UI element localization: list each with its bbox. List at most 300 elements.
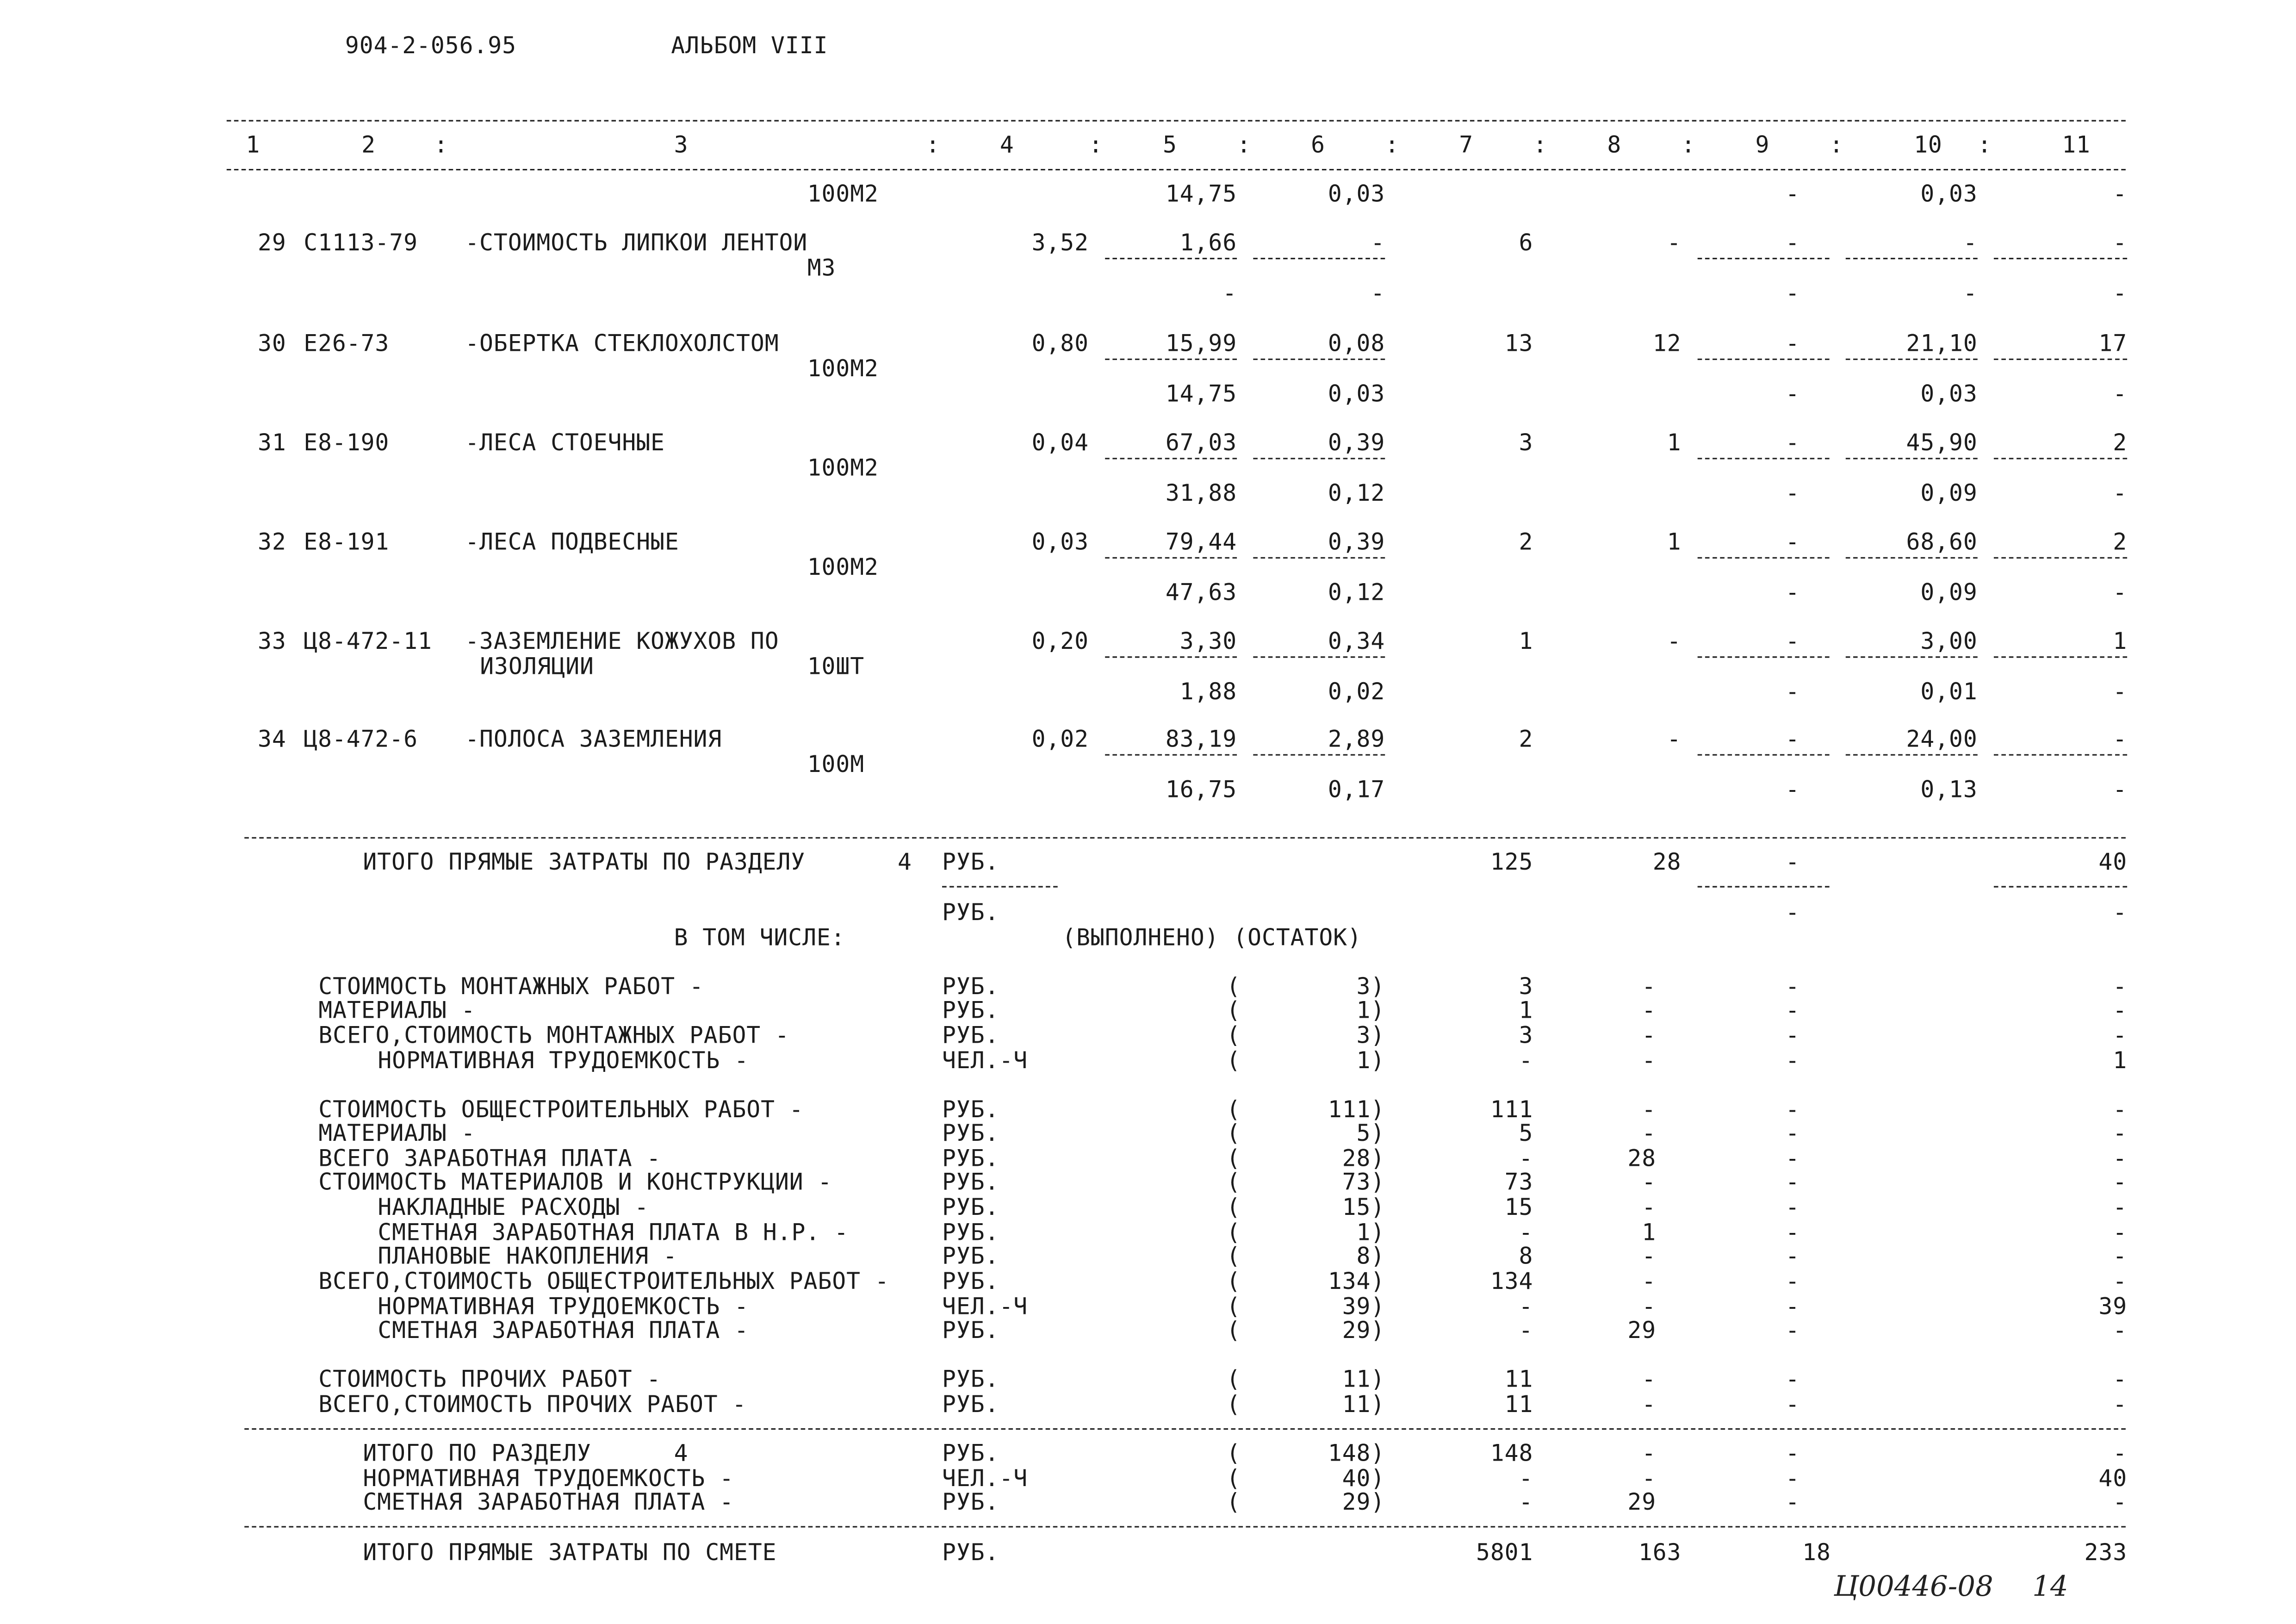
item-unit: 100М2 xyxy=(807,355,879,382)
breakdown-paren: ( xyxy=(1226,997,1241,1024)
cell-col-6: - xyxy=(1371,230,1385,256)
breakdown-col-9: - xyxy=(1785,1169,1800,1196)
breakdown-col-11: - xyxy=(2113,1096,2128,1123)
breakdown-col-9: - xyxy=(1785,997,1800,1024)
item-name: -СТОИМОСТЬ ЛИПКОИ ЛЕНТОИ xyxy=(465,230,808,256)
cell-col-11-lower: - xyxy=(2113,380,2128,408)
cell-dash xyxy=(1105,258,1237,259)
handwritten-page-number: 14 xyxy=(2032,1570,2068,1603)
cell-col-8: - xyxy=(1667,726,1682,753)
section-sum-col-8: - xyxy=(1642,1440,1657,1467)
cell-col-7: 1 xyxy=(1519,628,1533,655)
cell-col-6: 2,89 xyxy=(1328,726,1385,753)
cell-col-5: 1,66 xyxy=(1179,230,1237,256)
breakdown-label: СТОИМОСТЬ ОБЩЕСТРОИТЕЛЬНЫХ РАБОТ - xyxy=(318,1096,804,1123)
cell-dash xyxy=(1253,557,1385,559)
cell-col-5-lower: - xyxy=(1222,280,1237,307)
cell-col-6-lower: 0,12 xyxy=(1328,480,1385,507)
item-number: 30 xyxy=(258,330,286,357)
cell-dash xyxy=(1846,557,1978,559)
breakdown-unit: РУБ. xyxy=(942,997,999,1024)
cell-col-9: - xyxy=(1785,726,1800,753)
breakdown-col-7: 134 xyxy=(1490,1268,1533,1295)
column-number-7: 7 xyxy=(1459,131,1474,159)
column-divider: : xyxy=(1385,131,1400,159)
item-code: E26-73 xyxy=(304,330,390,357)
section-total-unit-2: РУБ. xyxy=(942,899,999,926)
item-number: 33 xyxy=(258,628,286,655)
breakdown-paren: ( xyxy=(1226,1268,1241,1295)
section-total-col-7: 125 xyxy=(1490,849,1533,876)
cell-col-7: 3 xyxy=(1519,429,1533,457)
breakdown-col-11: - xyxy=(2113,1169,2128,1196)
breakdown-paren: ( xyxy=(1226,1219,1241,1246)
column-divider: : xyxy=(1681,131,1696,159)
item-name-continued: ИЗОЛЯЦИИ xyxy=(480,653,594,680)
cell-dash xyxy=(1698,458,1830,459)
column-divider: : xyxy=(1533,131,1548,159)
cell-dash xyxy=(1994,656,2127,658)
grand-total-rule xyxy=(244,1526,2126,1527)
breakdown-unit: РУБ. xyxy=(942,1194,999,1221)
breakdown-col-7: 73 xyxy=(1504,1169,1533,1196)
cell-col-10: 24,00 xyxy=(1906,726,1978,753)
column-divider: : xyxy=(434,131,448,159)
item-number: 31 xyxy=(258,429,286,457)
breakdown-done-value: 1) xyxy=(1356,997,1385,1024)
section-sum-col-9: - xyxy=(1785,1440,1800,1467)
section-total-unit: РУБ. xyxy=(942,849,999,876)
item-name: -ЛЕСА ПОДВЕСНЫЕ xyxy=(465,529,679,556)
section-total-label: ИТОГО ПРЯМЫЕ ЗАТРАТЫ ПО РАЗДЕЛУ xyxy=(363,849,806,876)
breakdown-done-value: 3) xyxy=(1356,1022,1385,1049)
breakdown-col-11: - xyxy=(2113,1219,2128,1246)
column-number-1: 1 xyxy=(246,131,261,159)
breakdown-col-8: - xyxy=(1642,1022,1657,1049)
item-unit: 100М2 xyxy=(807,554,879,581)
column-number-8: 8 xyxy=(1607,131,1622,159)
breakdown-col-11: - xyxy=(2113,1268,2128,1295)
breakdown-col-7: 111 xyxy=(1490,1096,1533,1123)
cell-col-5-lower: 14,75 xyxy=(1165,380,1237,408)
cell-col-5: 67,03 xyxy=(1165,429,1237,457)
section-sum-col-7: - xyxy=(1519,1489,1533,1516)
breakdown-label: ВСЕГО,СТОИМОСТЬ МОНТАЖНЫХ РАБОТ - xyxy=(318,1022,789,1049)
breakdown-col-7: 11 xyxy=(1504,1391,1533,1418)
item-code: C1113-79 xyxy=(304,230,418,256)
breakdown-col-7: 11 xyxy=(1504,1366,1533,1393)
breakdown-unit: РУБ. xyxy=(942,1366,999,1393)
breakdown-col-8: 28 xyxy=(1627,1145,1657,1172)
cell-dash xyxy=(1698,258,1830,259)
breakdown-unit: РУБ. xyxy=(942,1268,999,1295)
breakdown-col-8: - xyxy=(1642,1366,1657,1393)
cell-dash xyxy=(1994,258,2127,259)
breakdown-label: НАКЛАДНЫЕ РАСХОДЫ - xyxy=(378,1194,649,1221)
cell-col-11: - xyxy=(2113,726,2128,753)
breakdown-unit: ЧЕЛ.-Ч xyxy=(942,1293,1028,1320)
breakdown-col-9: - xyxy=(1785,1022,1800,1049)
item-name: -ОБЕРТКА СТЕКЛОХОЛСТОМ xyxy=(465,330,779,357)
cell-dash xyxy=(1698,359,1830,360)
cell-col-4: 0,02 xyxy=(1031,726,1089,753)
cell-col-8: 12 xyxy=(1652,330,1682,357)
breakdown-done-value: 1) xyxy=(1356,1047,1385,1074)
cell-dash xyxy=(1253,258,1385,259)
breakdown-label: СМЕТНАЯ ЗАРАБОТНАЯ ПЛАТА - xyxy=(378,1317,749,1344)
section-sum-col-7: - xyxy=(1519,1465,1533,1492)
item-unit: 10ШТ xyxy=(807,653,865,680)
including-label: В ТОМ ЧИСЛЕ: xyxy=(674,924,845,952)
cell-col-9-lower: - xyxy=(1785,579,1800,606)
breakdown-col-8: - xyxy=(1642,1391,1657,1418)
breakdown-unit: РУБ. xyxy=(942,1219,999,1246)
cell-col-11: 1 xyxy=(2113,628,2128,655)
cell-col-7: 2 xyxy=(1519,529,1533,556)
cell-col-6: 0,34 xyxy=(1328,628,1385,655)
cell-col-6: 0,08 xyxy=(1328,330,1385,357)
section-sum-col-11: 40 xyxy=(2098,1465,2128,1492)
breakdown-paren: ( xyxy=(1226,973,1241,1000)
cell-dash xyxy=(1994,359,2127,360)
item-number: 29 xyxy=(258,230,286,256)
cell-col-8: 1 xyxy=(1667,529,1682,556)
breakdown-done-value: 8) xyxy=(1356,1243,1385,1270)
header-top-rule xyxy=(227,120,2126,121)
cell-col-5: 79,44 xyxy=(1165,529,1237,556)
item-code: Ц8-472-11 xyxy=(304,628,432,655)
breakdown-done-value: 11) xyxy=(1342,1391,1385,1418)
breakdown-col-9: - xyxy=(1785,1219,1800,1246)
breakdown-col-11: - xyxy=(2113,1317,2128,1344)
section-sum-rule xyxy=(244,1428,2126,1430)
cell-col-5-lower: 16,75 xyxy=(1165,776,1237,803)
breakdown-label: ВСЕГО,СТОИМОСТЬ ПРОЧИХ РАБОТ - xyxy=(318,1391,747,1418)
breakdown-col-11: - xyxy=(2113,997,2128,1024)
breakdown-col-11: - xyxy=(2113,1145,2128,1172)
breakdown-unit: РУБ. xyxy=(942,1022,999,1049)
breakdown-col-9: - xyxy=(1785,1366,1800,1393)
cell-dash xyxy=(1698,886,1830,887)
breakdown-col-7: 15 xyxy=(1504,1194,1533,1221)
cell-dash xyxy=(1105,458,1237,459)
cell-col-6-lower: 0,12 xyxy=(1328,579,1385,606)
breakdown-col-8: - xyxy=(1642,1047,1657,1074)
breakdown-unit: РУБ. xyxy=(942,1317,999,1344)
cell-col-6-lower: 0,02 xyxy=(1328,678,1385,705)
column-number-5: 5 xyxy=(1163,131,1177,159)
breakdown-col-8: - xyxy=(1642,1194,1657,1221)
cell-col-4: 0,80 xyxy=(1031,330,1089,357)
breakdown-col-9: - xyxy=(1785,973,1800,1000)
section-sum-number: 4 xyxy=(674,1440,689,1467)
cell-col-6-lower: 0,03 xyxy=(1328,380,1385,408)
cell-dash xyxy=(1846,754,1978,755)
section-total-rule xyxy=(244,837,2126,839)
breakdown-unit: РУБ. xyxy=(942,1169,999,1196)
cell-col-11: 2 xyxy=(2113,529,2128,556)
breakdown-col-7: - xyxy=(1519,1317,1533,1344)
breakdown-paren: ( xyxy=(1226,1293,1241,1320)
cell-col-10: - xyxy=(1963,230,1978,256)
cell-col-9: - xyxy=(1785,628,1800,655)
item-name: -ПОЛОСА ЗАЗЕМЛЕНИЯ xyxy=(465,726,722,753)
breakdown-unit: РУБ. xyxy=(942,1391,999,1418)
column-divider: : xyxy=(1977,131,1992,159)
breakdown-done-value: 73) xyxy=(1342,1169,1385,1196)
cell-col-7: 13 xyxy=(1504,330,1533,357)
breakdown-label: ВСЕГО ЗАРАБОТНАЯ ПЛАТА - xyxy=(318,1145,661,1172)
item-number: 32 xyxy=(258,529,286,556)
cell-col-10-lower: 0,09 xyxy=(1920,579,1978,606)
breakdown-label: СТОИМОСТЬ ПРОЧИХ РАБОТ - xyxy=(318,1366,661,1393)
section-sum-unit: ЧЕЛ.-Ч xyxy=(942,1465,1028,1492)
section-sum-col-8: - xyxy=(1642,1465,1657,1492)
breakdown-col-11: 39 xyxy=(2098,1293,2128,1320)
breakdown-col-7: - xyxy=(1519,1219,1533,1246)
cell-dash xyxy=(942,886,1058,887)
section-sum-done-value: 40) xyxy=(1342,1465,1385,1492)
breakdown-paren: ( xyxy=(1226,1243,1241,1270)
cell-col-5: 15,99 xyxy=(1165,330,1237,357)
breakdown-done-value: 15) xyxy=(1342,1194,1385,1221)
breakdown-col-9: - xyxy=(1785,1293,1800,1320)
section-total-col-11: 40 xyxy=(2098,849,2128,876)
cell-col-10-lower: - xyxy=(1963,280,1978,307)
cell-col-4: 0,20 xyxy=(1031,628,1089,655)
breakdown-col-11: - xyxy=(2113,1366,2128,1393)
cell-col-10-lower: 0,01 xyxy=(1920,678,1978,705)
cell-col-9: - xyxy=(1785,429,1800,457)
grand-total-col-8: 163 xyxy=(1638,1539,1682,1566)
breakdown-done-value: 11) xyxy=(1342,1366,1385,1393)
breakdown-paren: ( xyxy=(1226,1145,1241,1172)
cell-col-10-lower: 0,13 xyxy=(1920,776,1978,803)
cell-dash xyxy=(1253,656,1385,658)
cell-col-5-lower: 1,88 xyxy=(1179,678,1237,705)
breakdown-col-9: - xyxy=(1785,1268,1800,1295)
cell-col-9-lower: - xyxy=(1785,776,1800,803)
cell-dash xyxy=(1698,656,1830,658)
section-sum-paren: ( xyxy=(1226,1489,1241,1516)
breakdown-col-9: - xyxy=(1785,1145,1800,1172)
breakdown-col-8: 29 xyxy=(1627,1317,1657,1344)
grand-total-col-7: 5801 xyxy=(1476,1539,1533,1566)
column-divider: : xyxy=(925,131,940,159)
cell-col-6-lower: 0,03 xyxy=(1328,180,1385,208)
cell-col-8: - xyxy=(1667,230,1682,256)
cell-col-9: - xyxy=(1785,230,1800,256)
cell-col-11-lower: - xyxy=(2113,678,2128,705)
cell-col-9-lower: - xyxy=(1785,380,1800,408)
column-divider: : xyxy=(1829,131,1844,159)
grand-total-col-9: 18 xyxy=(1802,1539,1831,1566)
album-title: АЛЬБОМ VIII xyxy=(671,32,828,60)
cell-col-9-lower: - xyxy=(1785,280,1800,307)
section-sum-col-11: - xyxy=(2113,1489,2128,1516)
cell-col-5-lower: 47,63 xyxy=(1165,579,1237,606)
cell-col-7: 2 xyxy=(1519,726,1533,753)
breakdown-col-11: 1 xyxy=(2113,1047,2128,1074)
breakdown-col-8: - xyxy=(1642,1096,1657,1123)
breakdown-col-7: 1 xyxy=(1519,997,1533,1024)
breakdown-paren: ( xyxy=(1226,1096,1241,1123)
breakdown-paren: ( xyxy=(1226,1317,1241,1344)
cell-col-10: 68,60 xyxy=(1906,529,1978,556)
cell-col-8: - xyxy=(1667,628,1682,655)
cell-col-5-lower: 31,88 xyxy=(1165,480,1237,507)
cell-col-9: - xyxy=(1785,330,1800,357)
breakdown-col-11: - xyxy=(2113,1194,2128,1221)
breakdown-col-8: - xyxy=(1642,973,1657,1000)
breakdown-col-8: - xyxy=(1642,997,1657,1024)
section-sum-paren: ( xyxy=(1226,1465,1241,1492)
section-sum-col-11: - xyxy=(2113,1440,2128,1467)
item-unit: 100М2 xyxy=(807,454,879,482)
cell-col-10-lower: 0,03 xyxy=(1920,380,1978,408)
cell-dash xyxy=(1698,557,1830,559)
breakdown-unit: РУБ. xyxy=(942,1243,999,1270)
cell-col-6: 0,39 xyxy=(1328,429,1385,457)
cell-dash xyxy=(1846,656,1978,658)
breakdown-col-8: - xyxy=(1642,1243,1657,1270)
section-sum-done-value: 29) xyxy=(1342,1489,1385,1516)
cell-col-9-lower: - xyxy=(1785,480,1800,507)
breakdown-label: ВСЕГО,СТОИМОСТЬ ОБЩЕСТРОИТЕЛЬНЫХ РАБОТ - xyxy=(318,1268,889,1295)
breakdown-col-9: - xyxy=(1785,1120,1800,1147)
item-number: 34 xyxy=(258,726,286,753)
breakdown-col-7: 5 xyxy=(1519,1120,1533,1147)
breakdown-done-value: 134) xyxy=(1328,1268,1385,1295)
cell-dash xyxy=(1253,359,1385,360)
breakdown-done-value: 28) xyxy=(1342,1145,1385,1172)
cell-col-11-lower: - xyxy=(2113,180,2128,208)
cell-col-11-lower: - xyxy=(2113,579,2128,606)
breakdown-col-7: - xyxy=(1519,1047,1533,1074)
cell-dash xyxy=(1105,754,1237,755)
breakdown-paren: ( xyxy=(1226,1391,1241,1418)
cell-col-11: 2 xyxy=(2113,429,2128,457)
breakdown-paren: ( xyxy=(1226,1022,1241,1049)
cell-dash xyxy=(1698,754,1830,755)
column-divider: : xyxy=(1237,131,1251,159)
cell-col-11-lower: - xyxy=(2113,776,2128,803)
section-sum-col-9: - xyxy=(1785,1489,1800,1516)
breakdown-col-11: - xyxy=(2113,1391,2128,1418)
cell-col-10-lower: 0,09 xyxy=(1920,480,1978,507)
cell-col-11: 17 xyxy=(2098,330,2128,357)
cell-col-4: 0,04 xyxy=(1031,429,1089,457)
cell-col-4: 0,03 xyxy=(1031,529,1089,556)
cell-col-11: - xyxy=(2113,230,2128,256)
breakdown-label: ПЛАНОВЫЕ НАКОПЛЕНИЯ - xyxy=(378,1243,677,1270)
cell-col-8: 1 xyxy=(1667,429,1682,457)
breakdown-col-8: - xyxy=(1642,1268,1657,1295)
cell-dash xyxy=(1105,656,1237,658)
cell-dash xyxy=(1846,258,1978,259)
cell-col-10: 3,00 xyxy=(1920,628,1978,655)
cell-col-7: 6 xyxy=(1519,230,1533,256)
item-code: Ц8-472-6 xyxy=(304,726,418,753)
breakdown-col-8: 1 xyxy=(1642,1219,1657,1246)
section-sum-unit: РУБ. xyxy=(942,1440,999,1467)
breakdown-col-7: - xyxy=(1519,1145,1533,1172)
section-sum-label: ИТОГО ПО РАЗДЕЛУ xyxy=(363,1440,591,1467)
section-total-col-9-lower: - xyxy=(1785,899,1800,926)
column-number-10: 10 xyxy=(1914,131,1942,159)
cell-col-9-lower: - xyxy=(1785,180,1800,208)
section-sum-unit: РУБ. xyxy=(942,1489,999,1516)
cell-col-9-lower: - xyxy=(1785,678,1800,705)
breakdown-label: СТОИМОСТЬ МОНТАЖНЫХ РАБОТ - xyxy=(318,973,704,1000)
breakdown-done-value: 5) xyxy=(1356,1120,1385,1147)
breakdown-col-9: - xyxy=(1785,1194,1800,1221)
item-unit: М3 xyxy=(807,255,836,282)
breakdown-col-9: - xyxy=(1785,1243,1800,1270)
breakdown-done-value: 39) xyxy=(1342,1293,1385,1320)
cell-col-5-lower: 14,75 xyxy=(1165,180,1237,208)
section-total-col-8: 28 xyxy=(1652,849,1682,876)
breakdown-col-9: - xyxy=(1785,1391,1800,1418)
breakdown-done-value: 29) xyxy=(1342,1317,1385,1344)
column-number-9: 9 xyxy=(1755,131,1770,159)
cell-col-10: 21,10 xyxy=(1906,330,1978,357)
breakdown-done-value: 1) xyxy=(1356,1219,1385,1246)
cell-dash xyxy=(1105,359,1237,360)
cell-dash xyxy=(1253,458,1385,459)
grand-total-label: ИТОГО ПРЯМЫЕ ЗАТРАТЫ ПО СМЕТЕ xyxy=(363,1539,777,1566)
breakdown-col-8: - xyxy=(1642,1120,1657,1147)
breakdown-unit: РУБ. xyxy=(942,1096,999,1123)
handwritten-archive-code: Ц00446-08 xyxy=(1834,1570,1993,1603)
breakdown-paren: ( xyxy=(1226,1169,1241,1196)
breakdown-unit: РУБ. xyxy=(942,1145,999,1172)
breakdown-col-7: 8 xyxy=(1519,1243,1533,1270)
cell-dash xyxy=(1253,754,1385,755)
section-sum-paren: ( xyxy=(1226,1440,1241,1467)
grand-total-col-11: 233 xyxy=(2084,1539,2128,1566)
item-code: E8-190 xyxy=(304,429,390,457)
cell-dash xyxy=(1994,458,2127,459)
cell-col-5: 83,19 xyxy=(1165,726,1237,753)
cell-dash xyxy=(1994,886,2127,887)
breakdown-label: МАТЕРИАЛЫ - xyxy=(318,997,476,1024)
breakdown-col-11: - xyxy=(2113,1022,2128,1049)
item-code: E8-191 xyxy=(304,529,390,556)
breakdown-done-value: 111) xyxy=(1328,1096,1385,1123)
breakdown-col-11: - xyxy=(2113,1243,2128,1270)
section-sum-label: НОРМАТИВНАЯ ТРУДОЕМКОСТЬ - xyxy=(363,1465,734,1492)
grand-total-unit: РУБ. xyxy=(942,1539,999,1566)
breakdown-col-11: - xyxy=(2113,973,2128,1000)
column-number-4: 4 xyxy=(999,131,1014,159)
breakdown-label: НОРМАТИВНАЯ ТРУДОЕМКОСТЬ - xyxy=(378,1047,749,1074)
cell-col-9: - xyxy=(1785,529,1800,556)
cell-col-6-lower: 0,17 xyxy=(1328,776,1385,803)
section-sum-done-value: 148) xyxy=(1328,1440,1385,1467)
cell-dash xyxy=(1846,458,1978,459)
breakdown-col-7: 3 xyxy=(1519,973,1533,1000)
column-number-6: 6 xyxy=(1311,131,1326,159)
cell-dash xyxy=(1105,557,1237,559)
cell-dash xyxy=(1846,359,1978,360)
section-sum-col-9: - xyxy=(1785,1465,1800,1492)
breakdown-label: МАТЕРИАЛЫ - xyxy=(318,1120,476,1147)
breakdown-unit: РУБ. xyxy=(942,1120,999,1147)
breakdown-col-7: - xyxy=(1519,1293,1533,1320)
document-code: 904-2-056.95 xyxy=(345,32,516,60)
section-total-col-9: - xyxy=(1785,849,1800,876)
